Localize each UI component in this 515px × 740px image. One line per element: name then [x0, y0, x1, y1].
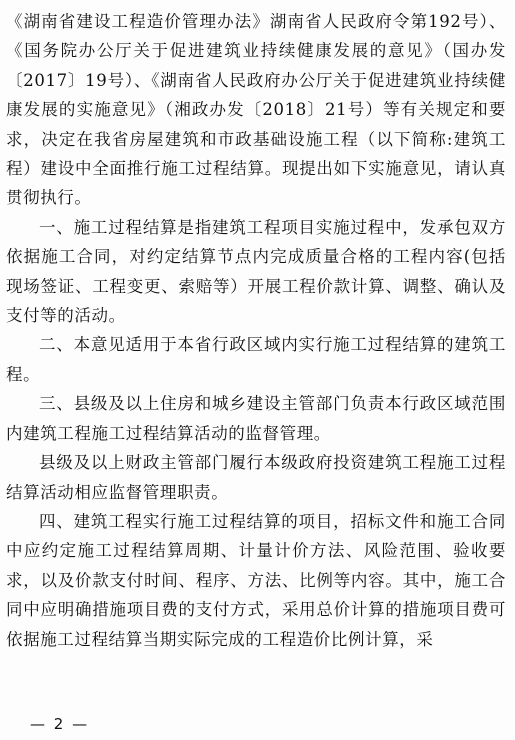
paragraph-article-3: 三、县级及以上住房和城乡建设主管部门负责本行政区域范围内建筑工程施工过程结算活动的监督管理。 [6, 394, 506, 443]
document-body [6, 7, 506, 654]
paragraph-intro: 《湖南省建设工程造价管理办法》湖南省人民政府令第192号）、《国务院办公厅关于促进建筑业持续健康发展的意见》（国办发〔2017〕19号）、《湖南省人民政府办公厅关于促进建筑业持续健康发展的实施意见》（湘政办发〔2018〕21号）等有关规定和要求，决定在我省房屋建筑和市政基础设施工程（以下简称:建筑工程）建设中全面推行施工过程结算。现提出如下实施意见，请认真贯彻执行。 [6, 12, 506, 208]
paragraph-article-3-finance: 县级及以上财政主管部门履行本级政府投资建筑工程施工过程结算活动相应监督管理职责。 [6, 453, 506, 502]
paragraph-article-2: 二、本意见适用于本省行政区域内实行施工过程结算的建筑工程。 [6, 335, 506, 384]
paragraph-article-4: 四、建筑工程实行施工过程结算的项目，招标文件和施工合同中应约定施工过程结算周期、计量计价方法、风险范围、验收要求，以及价款支付时间、程序、方法、比例等内容。其中，施工合同中应明确措施项目费的支付方式，采用总价计算的措施项目费可依据施工过程结算当期实际完成的工程造价比例计算，采 [6, 511, 506, 649]
page-number: — 2 — [30, 715, 90, 733]
paragraph-article-1: 一、施工过程结算是指建筑工程项目实施过程中，发承包双方依据施工合同，对约定结算节点内完成质量合格的工程内容(包括现场签证、工程变更、索赔等）开展工程价款计算、调整、确认及支付等的活动。 [6, 217, 506, 326]
